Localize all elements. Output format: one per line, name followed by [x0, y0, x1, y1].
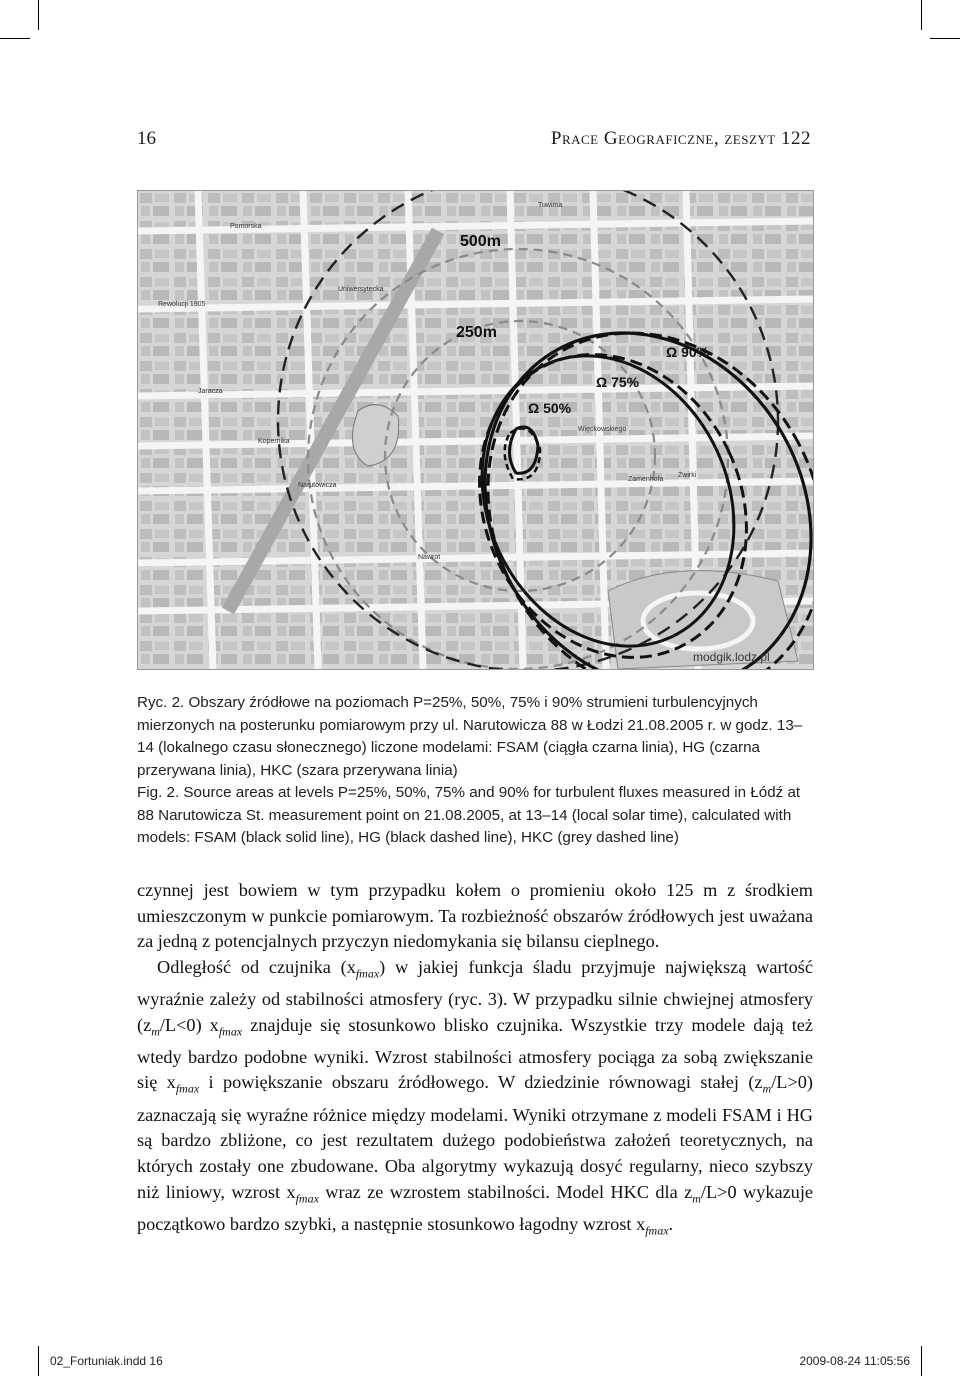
label-500m: 500m — [460, 233, 501, 250]
street-label: Narutowicza — [298, 482, 337, 489]
street-label: Kopernika — [258, 438, 290, 445]
crop-mark — [921, 1346, 922, 1376]
subscript: m — [692, 1191, 701, 1206]
street-label: Żwirki — [678, 472, 697, 479]
paragraph — [137, 955, 813, 1244]
street-label: Pomorska — [230, 223, 262, 230]
subscript: fmax — [218, 1024, 243, 1039]
body-text — [137, 878, 813, 1244]
crop-mark — [930, 38, 960, 39]
crop-mark — [38, 0, 39, 30]
caption-polish — [137, 692, 813, 782]
street-label: Tuwima — [538, 202, 563, 209]
street-label: Rewolucji 1905 — [158, 301, 206, 308]
caption-english — [137, 782, 813, 850]
footer-filename: 02_Fortuniak.indd 16 — [50, 1354, 163, 1368]
text-run: Odległość od czujnika (x — [157, 956, 356, 977]
page-number: 16 — [137, 128, 156, 149]
label-omega-75: Ω 75% — [596, 374, 640, 390]
subscript: m — [762, 1082, 772, 1097]
caption-polish-text: Ryc. 2. Obszary źródłowe na poziomach P=25%, 50%, 75% i 90% strumieni turbulencyjnych mierzonych na posterunku pomiarowym przy ul. Narutowicza 88 w Łodzi 21.08.2005 r. w godz. 13–14 (lokalnego czasu słonecznego) liczone modelami: FSAM (ciągła czarna linia), HG (czarna przerywana linia), HKC (szara przerywana linia) — [137, 694, 803, 779]
subscript: fmax — [295, 1191, 319, 1206]
street-label: Zamenhofa — [628, 476, 664, 483]
running-head: Prace Geograficzne, zeszyt 122 — [550, 128, 811, 149]
text-run: i powiększanie obszaru źródłowego. W dziedzinie równowagi stałej (z — [199, 1072, 763, 1093]
map-svg — [138, 191, 813, 669]
subscript: fmax — [355, 966, 380, 981]
subscript: m — [151, 1024, 160, 1039]
subscript: fmax — [645, 1223, 669, 1238]
crop-mark — [921, 0, 922, 30]
text-run: /L<0) x — [159, 1014, 219, 1035]
text-run: . — [668, 1213, 674, 1234]
text-run: wraz ze wzrostem stabilności. Model HKC dla z — [318, 1181, 693, 1202]
source-area-map — [137, 190, 814, 670]
street-label: Jaracza — [198, 388, 223, 395]
text-run: /L>0) zaznaczają się wyraźne różnice między modelami. Wyniki otrzymane z modeli FSAM i HG są bardzo zbliżone, co jest rezultatem dużego podobieństwa założeń teoretycznych, na których zostały one zbudowane. Oba algorytmy wykazują dosyć regularny, nieco szybszy niż liniowy, wzrost x — [137, 1072, 813, 1202]
footer-timestamp: 2009-08-24 11:05:56 — [799, 1354, 910, 1368]
paragraph: czynnej jest bowiem w tym przypadku kołem o promieniu około 125 m z środkiem umieszczonym w punkcie pomiarowym. Ta rozbieżność obszarów źródłowych jest uważana za jedną z potencjalnych przyczyn niedomykania się bilansu cieplnego. — [137, 880, 813, 952]
crop-mark — [0, 38, 30, 39]
text-run: znajduje się stosunkowo blisko czujnika. Wszystkie trzy modele dają też wtedy bardzo podobne wyniki. Wzrost stabilności atmosfery pociąga za sobą zwiększanie się x — [137, 1014, 813, 1093]
text-run: /L>0 wykazuje początkowo bardzo szybki, a następnie stosunkowo łagodny wzrost x — [137, 1181, 814, 1234]
map-watermark: modgik.lodz.pl — [693, 650, 770, 664]
subscript: fmax — [175, 1082, 200, 1097]
street-label: Więckowskiego — [578, 426, 627, 433]
crop-mark — [38, 1346, 39, 1376]
street-label: Uniwersytecka — [338, 286, 384, 293]
label-omega-50: Ω 50% — [528, 400, 572, 416]
caption-english-text: Fig. 2. Source areas at levels P=25%, 50%, 75% and 90% for turbulent fluxes measured in Łódź at 88 Narutowicza St. measurement point on 21.08.2005, at 13–14 (local solar time), calculated with models: FSAM (black solid line), HG (black dashed line), HKC (grey dashed line) — [137, 784, 801, 846]
street-label: Nawrot — [418, 554, 441, 561]
label-omega-90: Ω 90% — [666, 344, 710, 360]
text-run: ) w jakiej funkcja śladu przyjmuje największą wartość wyraźnie zależy od stabilności atmosfery (ryc. 3). W przypadku silnie chwiejnej atmosfery (z — [137, 956, 813, 1035]
label-250m: 250m — [456, 324, 497, 341]
